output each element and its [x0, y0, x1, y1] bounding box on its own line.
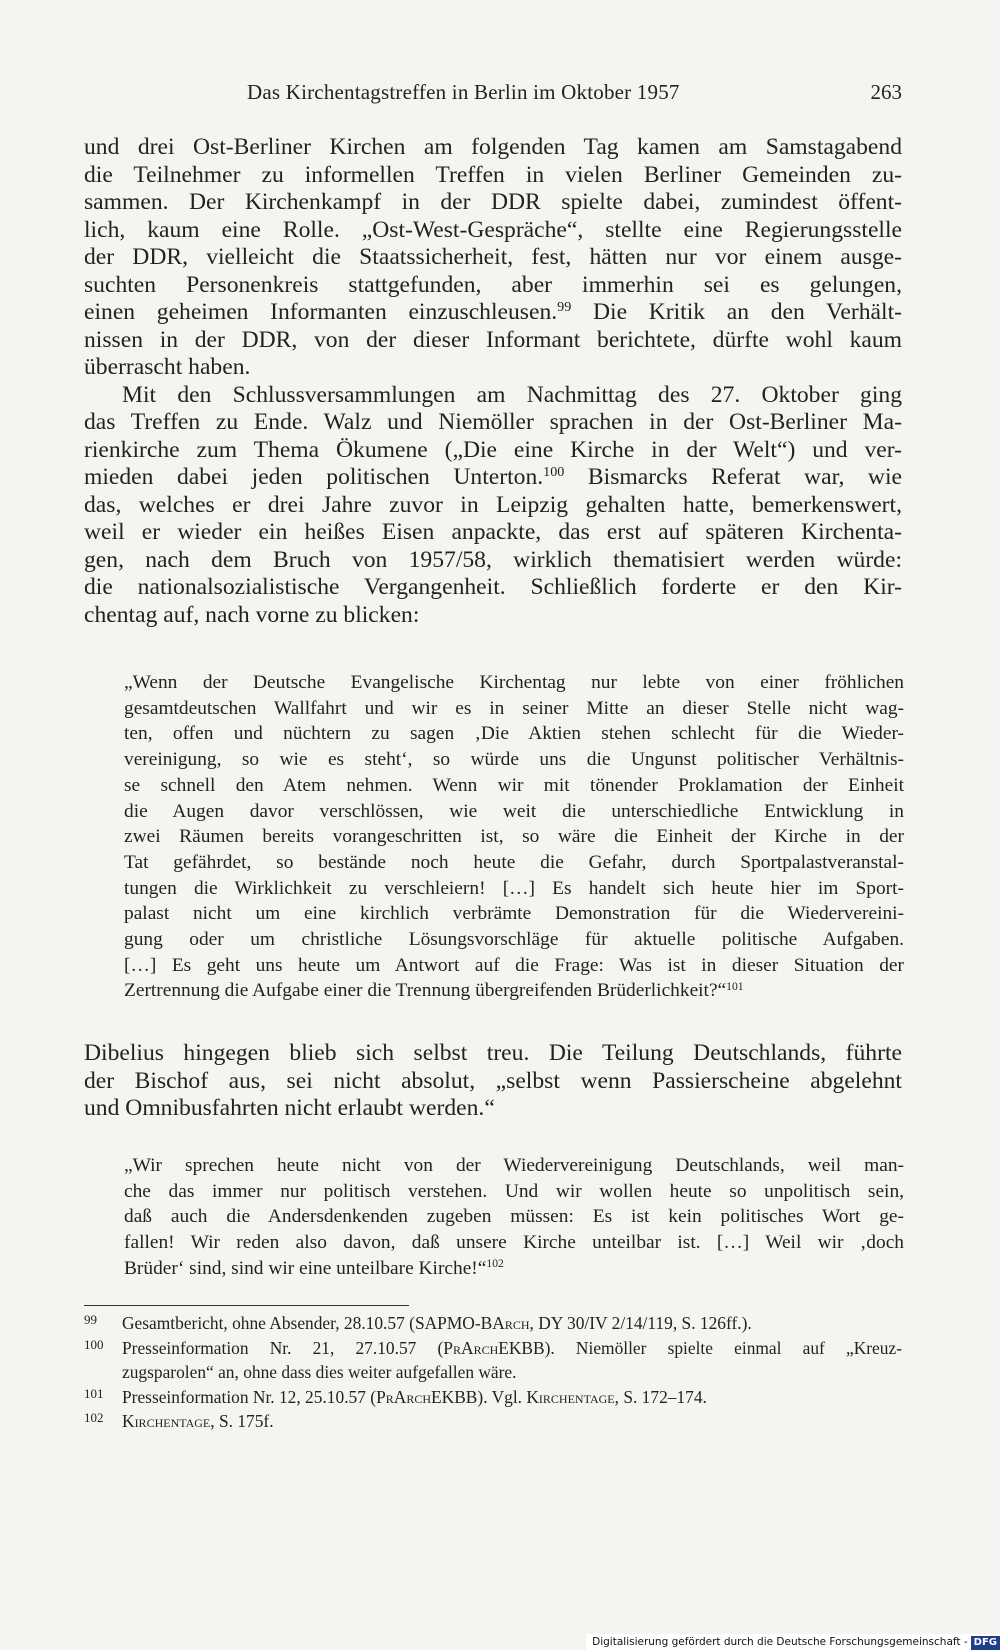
- footnote-ref-101: 101: [726, 980, 744, 994]
- credit-text: Digitalisierung gefördert durch die Deutsche Forschungsgemeinschaft -: [592, 1636, 968, 1648]
- block-quote-bismarck: „Wenn der Deutsche Evangelische Kirchentag nur lebte von einer fröhlichen gesamtdeutschen Wallfahrt und wir es in seiner Mitte an dieser Stelle nicht wag- ten, offen und nüchtern zu sagen ‚Die Aktien stehen schlecht für die Wieder- vereinigung, so wie es steht‘, so würde uns die Ungunst politischer Verhältnis- se schnell den Atem nehmen. Wenn wir mit tönender Proklamation der Einheit die Augen davor verschlössen, wie weit die unterschiedliche Entwicklung in zwei Räumen bereits vorangeschritten ist, so wäre die Einheit der Kirche in der Tat gefährdet, so bestände noch heute die Gefahr, durch Sportpalastveranstal- tungen die Wirklichkeit zu verschleiern! […] Es handelt sich heute hier im Sport- palast nicht um eine kirchlich verbrämte Demonstration für die Wiedervereini- gung oder um christliche Lösungsvorschläge für aktuelle politische Aufgaben. […] Es geht uns heute um Antwort auf die Frage: Was ist in dieser Situation der Zertrennung die Aufgabe einer die Trennung übergreifenden Brüderlichkeit?“$^{101}$: [124, 672, 904, 1002]
- running-title: Das Kirchentagstreffen in Berlin im Oktober 1957: [247, 80, 680, 104]
- footnote-divider: [84, 1305, 409, 1306]
- main-text: [84, 134, 902, 629]
- footnote-101: 101 Presseinformation Nr. 12, 25.10.57 (PrArchEKBB). Vgl. Kirchentage, S. 172–174.: [84, 1385, 707, 1407]
- page-number: 263: [870, 80, 902, 104]
- footnote-99: 99 Gesamtbericht, ohne Absender, 28.10.57 (SAPMO-BArch, DY 30/IV 2/14/119, S. 126ff.).: [84, 1312, 752, 1333]
- paragraph-2: Mit den Schlussversammlungen am Nachmittag des 27. Oktober ging das Treffen zu Ende. Walz und Niemöller sprachen in der Ost-Berliner Ma- rienkirche zum Thema Ökumene („Die eine Kirche in der Welt“) und ver- mieden dabei jeden politischen Unterton.$^{100}$ Bismarcks Referat war, wie das, welches er drei Jahre zuvor in Leipzig gehalten hatte, bemerkenswert, weil er wieder ein heißes Eisen anpackte, das erst auf späteren Kirchenta- gen, nach dem Bruch von 1957/58, wirklich thematisiert werden würde: die nationalsozialistische Vergangenheit. Schließlich forderte er den Kir- chentag auf, nach vorne zu blicken:: [84, 381, 902, 628]
- paragraph-dibelius: Dibelius hingegen blieb sich selbst treu. Die Teilung Deutschlands, führte der Bischof aus, sei nicht absolut, „selbst wenn Passierscheine abgelehnt und Omnibusfahrten nicht erlaubt werden.“: [84, 1040, 902, 1121]
- footnote-ref-102: 102: [486, 1257, 504, 1271]
- footnote-100: 100 Presseinformation Nr. 21, 27.10.57 (PrArchEKBB). Niemöller spielte einmal auf „Kreuz- zugsparolen“ an, ohne dass dies weiter aufgefallen wäre.: [84, 1336, 902, 1382]
- footnotes: [84, 1311, 902, 1434]
- footnote-ref-100: 100: [543, 464, 565, 481]
- block-quote-dibelius: „Wir sprechen heute nicht von der Wiedervereinigung Deutschlands, weil man- che das immer nur politisch verstehen. Und wir wollen heute so unpolitisch sein, daß auch die Andersdenkenden zugeben müssen: Es ist kein politisches Wort ge- fallen! Wir reden also davon, daß unsere Kirche unteilbar ist. […] Weil wir ‚doch Brüder‘ sind, sind wir eine unteilbare Kirche!“$^{102}$: [124, 1155, 904, 1279]
- footnote-ref-99: 99: [557, 299, 572, 316]
- digitization-credit: [586, 1634, 1000, 1650]
- footnote-102: 102 Kirchentage, S. 175f.: [84, 1410, 274, 1431]
- dfg-logo: DFG: [971, 1636, 1000, 1650]
- paragraph-1: und drei Ost-Berliner Kirchen am folgenden Tag kamen am Samstagabend die Teilnehmer zu informellen Treffen in vielen Berliner Gemeinden zu- sammen. Der Kirchenkampf in der DDR spielte dabei, zumindest öffent- lich, kaum eine Rolle. „Ost-West-Gespräche“, stellte eine Regierungsstelle der DDR, vielleicht die Staatssicherheit, fest, hätten nur vor einem ausge- suchten Personenkreis stattgefunden, aber immerhin sei es gelungen, einen geheimen Informanten einzuschleusen.$^{99}$ Die Kritik an den Verhält- nissen in der DDR, von der dieser Informant berichtete, dürfte wohl kaum überrascht haben.: [84, 134, 903, 380]
